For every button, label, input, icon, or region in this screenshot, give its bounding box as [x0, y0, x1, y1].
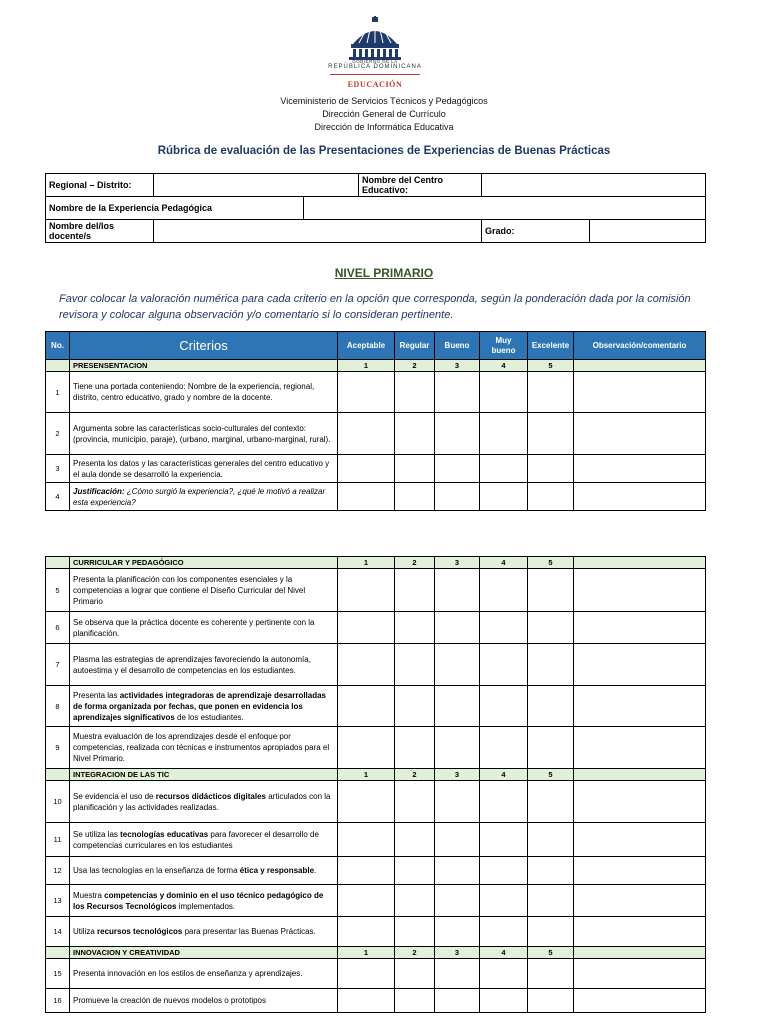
scale-3: 3 [435, 360, 480, 372]
scale-1: 1 [338, 557, 395, 569]
scale-4: 4 [480, 947, 528, 959]
comment-cell[interactable] [574, 413, 706, 455]
score-cell[interactable] [395, 885, 435, 917]
row-number: 2 [46, 413, 70, 455]
score-cell[interactable] [395, 686, 435, 727]
scale-4: 4 [480, 769, 528, 781]
scale-1: 1 [338, 947, 395, 959]
criterion-text-bold: competencias y dominio en el uso técnico pedagógico de los Recursos Tecnológicos [73, 890, 324, 911]
section-no-cell [46, 557, 70, 569]
criterion-text: Argumenta sobre las características socio-culturales del contexto:(provincia, municipio, paraje), (urbano, marginal, urbano-marginal, rural). [70, 413, 338, 455]
score-cell[interactable] [480, 823, 528, 857]
score-cell[interactable] [480, 857, 528, 885]
score-cell[interactable] [338, 569, 395, 612]
criterion-text-a: Utiliza [73, 927, 98, 936]
score-cell[interactable] [435, 781, 480, 823]
score-cell[interactable] [480, 372, 528, 413]
criterion-text-c: de los estudiantes. [174, 712, 244, 722]
scale-5: 5 [528, 557, 574, 569]
score-cell[interactable] [338, 781, 395, 823]
comment-cell[interactable] [574, 569, 706, 612]
republic-label: REPÚBLICA DOMINICANA [328, 64, 422, 70]
table-row [46, 455, 706, 483]
row-number: 15 [46, 959, 70, 989]
criterion-text-bold: tecnologías educativas [120, 829, 209, 839]
header-divider [330, 74, 420, 75]
score-cell[interactable] [395, 959, 435, 989]
table-row [46, 569, 706, 612]
section-obs-cell [574, 947, 706, 959]
comment-cell[interactable] [574, 612, 706, 644]
teachers-label: Nombre del/los docente/s [46, 220, 154, 243]
comment-cell[interactable] [574, 455, 706, 483]
score-cell[interactable] [528, 857, 574, 885]
score-cell[interactable] [435, 455, 480, 483]
score-cell[interactable] [528, 885, 574, 917]
section-no-cell [46, 360, 70, 372]
comment-cell[interactable] [574, 781, 706, 823]
score-cell[interactable] [435, 989, 480, 1013]
row-number: 13 [46, 885, 70, 917]
informatics-line: Dirección de Informática Educativa [314, 122, 454, 132]
criterion-text: Muestra evaluación de los aprendizajes desde el enfoque por competencias, realizada con técnicas e instrumentos apropiados para el Nivel Primario. [70, 727, 338, 769]
score-cell[interactable] [528, 569, 574, 612]
row-number: 14 [46, 917, 70, 947]
justification-label: Justificación: [73, 486, 125, 496]
score-cell[interactable] [480, 917, 528, 947]
score-cell[interactable] [480, 569, 528, 612]
col-no: No. [46, 332, 70, 360]
center-label: Nombre del Centro Educativo: [359, 174, 482, 197]
col-muy-bueno: Muy bueno [480, 332, 528, 360]
table-row [46, 483, 706, 511]
section-title: PRESENSENTACION [70, 360, 338, 372]
score-cell[interactable] [480, 727, 528, 769]
score-cell[interactable] [528, 989, 574, 1013]
score-cell[interactable] [395, 372, 435, 413]
scale-4: 4 [480, 557, 528, 569]
criterion-text: Plasma las estrategias de aprendizajes favoreciendo la autonomía, autoestima y el desarrollo de competencias en los estudiantes. [70, 644, 338, 686]
score-cell[interactable] [480, 644, 528, 686]
criterion-text [70, 483, 338, 511]
score-cell[interactable] [338, 413, 395, 455]
criterion-text-c: para presentar las Buenas Prácticas. [182, 927, 316, 936]
score-cell[interactable] [435, 917, 480, 947]
score-cell[interactable] [338, 857, 395, 885]
regional-label: Regional – Distrito: [46, 174, 154, 197]
row-number: 11 [46, 823, 70, 857]
table-row [46, 857, 706, 885]
score-cell[interactable] [435, 885, 480, 917]
score-cell[interactable] [338, 455, 395, 483]
score-cell[interactable] [338, 989, 395, 1013]
center-field[interactable] [482, 174, 706, 197]
row-number: 5 [46, 569, 70, 612]
comment-cell[interactable] [574, 885, 706, 917]
scale-1: 1 [338, 769, 395, 781]
criterion-text: Presenta innovación en los estilos de enseñanza y aprendizajes. [70, 959, 338, 989]
score-cell[interactable] [435, 372, 480, 413]
table-row [46, 989, 706, 1013]
score-cell[interactable] [395, 455, 435, 483]
row-number: 8 [46, 686, 70, 727]
score-cell[interactable] [395, 483, 435, 511]
instructions: Favor colocar la valoración numérica para cada criterio en la opción que corresponda, según la ponderación dada por la comisión revisora y colocar alguna observación y/o comentario si lo consideran pertinente. [59, 293, 691, 321]
comment-cell[interactable] [574, 989, 706, 1013]
score-cell[interactable] [338, 885, 395, 917]
score-cell[interactable] [480, 959, 528, 989]
criterion-text [70, 857, 338, 885]
row-number: 10 [46, 781, 70, 823]
table-row [46, 727, 706, 769]
curriculum-line: Dirección General de Currículo [322, 109, 446, 119]
criterion-text-c: para favorecer el desarrollo de competencias curriculares en los estudiantes [73, 829, 319, 850]
score-cell[interactable] [528, 781, 574, 823]
score-cell[interactable] [528, 372, 574, 413]
section-row [46, 557, 706, 569]
section-no-cell [46, 947, 70, 959]
score-cell[interactable] [480, 686, 528, 727]
score-cell[interactable] [338, 483, 395, 511]
score-cell[interactable] [435, 727, 480, 769]
criterion-text: Presenta la planificación con los componentes esenciales y la competencias a lograr que contiene el Diseño Curricular del Nivel Primario [70, 569, 338, 612]
document-title: Rúbrica de evaluación de las Presentaciones de Experiencias de Buenas Prácticas [157, 145, 611, 157]
criterion-text: Se observa que la práctica docente es coherente y pertinente con la planificación. [70, 612, 338, 644]
score-cell[interactable] [435, 483, 480, 511]
comment-cell[interactable] [574, 959, 706, 989]
score-cell[interactable] [395, 612, 435, 644]
criterion-text-a: Se evidencia el uso de [73, 791, 156, 801]
experience-field[interactable] [304, 197, 706, 220]
score-cell[interactable] [395, 917, 435, 947]
criterion-text-a: Se utiliza las [73, 829, 121, 839]
score-cell[interactable] [395, 569, 435, 612]
criterion-text-c: . [314, 866, 317, 875]
criterion-text: Presenta los datos y las características generales del centro educativo y el aula donde se desarrolló la experiencia. [70, 455, 338, 483]
score-cell[interactable] [480, 612, 528, 644]
scale-2: 2 [395, 360, 435, 372]
grade-field[interactable] [590, 220, 706, 243]
criterion-text-a: Muestra [73, 890, 105, 900]
score-cell[interactable] [435, 612, 480, 644]
info-table [45, 173, 706, 243]
scale-5: 5 [528, 769, 574, 781]
scale-5: 5 [528, 947, 574, 959]
criterion-text-c: implementados. [176, 901, 236, 911]
vice-ministry-line: Viceministerio de Servicios Técnicos y Pedagógicos [280, 96, 488, 106]
coat-of-arms-logo [345, 16, 405, 60]
table-row [46, 372, 706, 413]
score-cell[interactable] [338, 727, 395, 769]
score-cell[interactable] [395, 644, 435, 686]
level-title: NIVEL PRIMARIO [334, 266, 434, 280]
rubric-table-curricular [45, 556, 706, 1013]
criterion-text: Promueve la creación de nuevos modelos o prototipos [70, 989, 338, 1013]
scale-4: 4 [480, 360, 528, 372]
comment-cell[interactable] [574, 644, 706, 686]
regional-field[interactable] [154, 174, 359, 197]
table-row [46, 917, 706, 947]
col-excelente: Excelente [528, 332, 574, 360]
government-label: GOBIERNO DE LA [352, 59, 398, 64]
score-cell[interactable] [528, 455, 574, 483]
score-cell[interactable] [480, 413, 528, 455]
teachers-field[interactable] [154, 220, 482, 243]
score-cell[interactable] [435, 686, 480, 727]
comment-cell[interactable] [574, 917, 706, 947]
scale-2: 2 [395, 947, 435, 959]
criterion-text [70, 917, 338, 947]
score-cell[interactable] [395, 781, 435, 823]
criterion-text-a: Presenta las [73, 690, 120, 700]
row-number: 16 [46, 989, 70, 1013]
criterion-text [70, 686, 338, 727]
criterion-text-a: Usa las tecnologías en la enseñanza de forma [73, 866, 240, 875]
table-row [46, 959, 706, 989]
comment-cell[interactable] [574, 857, 706, 885]
criterion-text-bold: recursos didácticos digitales [155, 791, 266, 801]
criterion-text-bold: recursos tecnológicos [97, 927, 183, 936]
row-number: 9 [46, 727, 70, 769]
section-obs-cell [574, 360, 706, 372]
comment-cell[interactable] [574, 372, 706, 413]
row-number: 3 [46, 455, 70, 483]
criterion-text [70, 885, 338, 917]
section-row [46, 360, 706, 372]
score-cell[interactable] [528, 959, 574, 989]
scale-2: 2 [395, 557, 435, 569]
row-number: 7 [46, 644, 70, 686]
score-cell[interactable] [338, 372, 395, 413]
scale-3: 3 [435, 947, 480, 959]
scale-5: 5 [528, 360, 574, 372]
score-cell[interactable] [435, 413, 480, 455]
table-row [46, 781, 706, 823]
section-title: INTEGRACION DE LAS TIC [70, 769, 338, 781]
section-row [46, 769, 706, 781]
col-observacion: Observación/comentario [574, 332, 706, 360]
score-cell[interactable] [395, 989, 435, 1013]
score-cell[interactable] [528, 413, 574, 455]
section-title: CURRICULAR Y PEDAGÓGICO [70, 557, 338, 569]
rubric-table-presentation [45, 331, 706, 511]
score-cell[interactable] [435, 857, 480, 885]
comment-cell[interactable] [574, 727, 706, 769]
comment-cell[interactable] [574, 686, 706, 727]
score-cell[interactable] [435, 569, 480, 612]
score-cell[interactable] [338, 917, 395, 947]
table-row [46, 686, 706, 727]
score-cell[interactable] [480, 483, 528, 511]
row-number: 4 [46, 483, 70, 511]
grade-label: Grado: [482, 220, 590, 243]
score-cell[interactable] [435, 823, 480, 857]
section-no-cell [46, 769, 70, 781]
score-cell[interactable] [338, 644, 395, 686]
score-cell[interactable] [528, 644, 574, 686]
row-number: 12 [46, 857, 70, 885]
table-row [46, 823, 706, 857]
score-cell[interactable] [480, 455, 528, 483]
score-cell[interactable] [480, 885, 528, 917]
criterion-text: Tiene una portada conteniendo: Nombre de la experiencia, regional, distrito, centro educativo, grado y nombre de la docente. [70, 372, 338, 413]
row-number: 1 [46, 372, 70, 413]
score-cell[interactable] [338, 612, 395, 644]
scale-3: 3 [435, 769, 480, 781]
score-cell[interactable] [528, 686, 574, 727]
comment-cell[interactable] [574, 483, 706, 511]
score-cell[interactable] [480, 781, 528, 823]
score-cell[interactable] [480, 989, 528, 1013]
score-cell[interactable] [395, 413, 435, 455]
col-criteria: Criterios [70, 332, 338, 360]
table-row [46, 413, 706, 455]
criterion-text-bold: actividades integradoras de aprendizaje desarrolladas de forma organizada por fechas, que ponen en evidencia los aprendizajes significativos [73, 690, 327, 722]
score-cell[interactable] [435, 644, 480, 686]
criterion-text [70, 823, 338, 857]
justification-text: ¿Cómo surgió la experiencia?, ¿qué le motivó a realizar esta experiencia? [73, 486, 326, 507]
col-aceptable: Aceptable [338, 332, 395, 360]
row-number: 6 [46, 612, 70, 644]
table-row [46, 612, 706, 644]
scale-1: 1 [338, 360, 395, 372]
score-cell[interactable] [528, 483, 574, 511]
score-cell[interactable] [528, 917, 574, 947]
score-cell[interactable] [338, 686, 395, 727]
score-cell[interactable] [338, 959, 395, 989]
table-row [46, 644, 706, 686]
score-cell[interactable] [338, 823, 395, 857]
score-cell[interactable] [528, 823, 574, 857]
score-cell[interactable] [395, 857, 435, 885]
comment-cell[interactable] [574, 823, 706, 857]
section-title: INNOVACION Y CREATIVIDAD [70, 947, 338, 959]
score-cell[interactable] [395, 823, 435, 857]
criterion-text [70, 781, 338, 823]
table-row [46, 885, 706, 917]
criterion-text-c: articulados con la planificación y las actividades realizadas. [73, 791, 331, 812]
education-label: EDUCACIÓN [347, 80, 403, 89]
col-bueno: Bueno [435, 332, 480, 360]
score-cell[interactable] [528, 727, 574, 769]
score-cell[interactable] [528, 612, 574, 644]
col-regular: Regular [395, 332, 435, 360]
experience-label: Nombre de la Experiencia Pedagógica [46, 197, 304, 220]
criterion-text-bold: ética y responsable [239, 866, 315, 875]
scale-2: 2 [395, 769, 435, 781]
section-row [46, 947, 706, 959]
score-cell[interactable] [435, 959, 480, 989]
score-cell[interactable] [395, 727, 435, 769]
section-obs-cell [574, 769, 706, 781]
section-obs-cell [574, 557, 706, 569]
scale-3: 3 [435, 557, 480, 569]
